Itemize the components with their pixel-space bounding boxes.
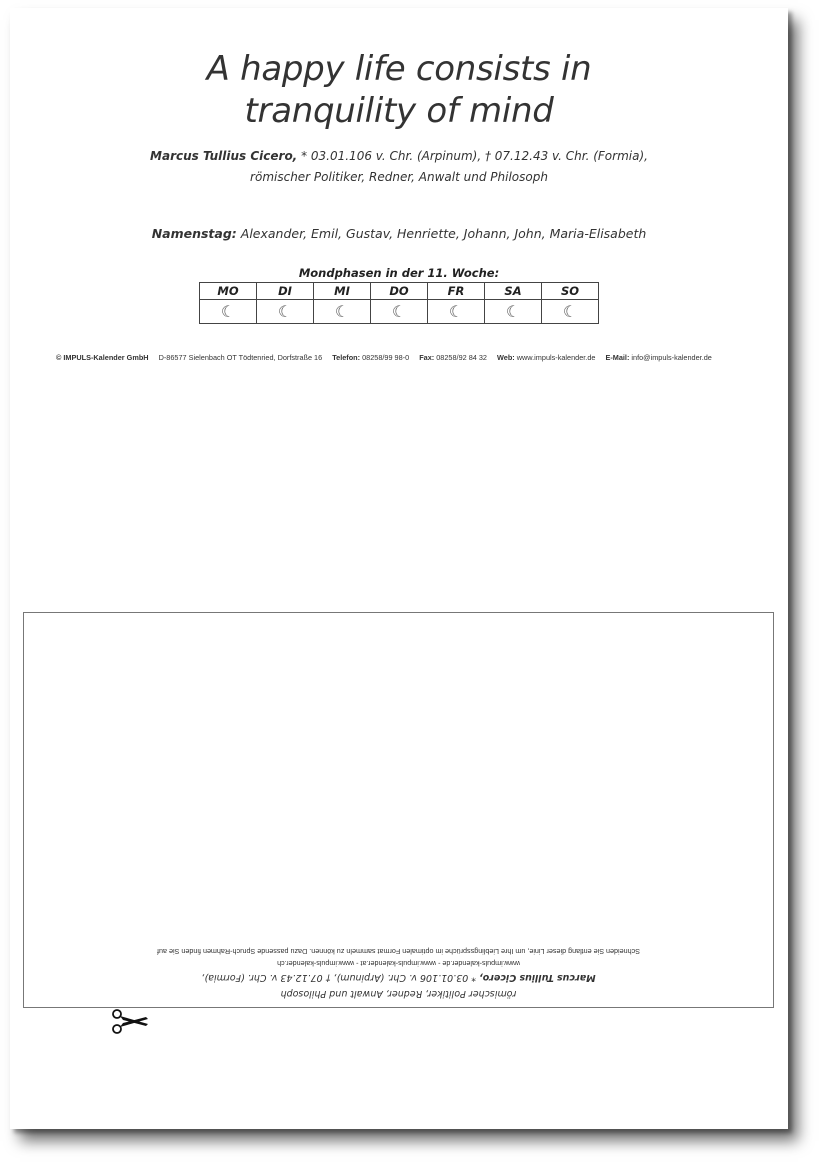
- author-description: römischer Politiker, Redner, Anwalt und Philosoph: [250, 170, 548, 184]
- cutout-hint: Schneiden Sie entlang dieser Linie, um Ihre Lieblingssprüche im optimalen Format sammeln zu können. Dazu passende Spruch-Rahmen finden Sie auf: [156, 947, 641, 956]
- upside-down-text: [24, 946, 773, 1001]
- cutout-author-name: Marcus Tullius Cicero,: [479, 972, 596, 983]
- author-dates: * 03.01.106 v. Chr. (Arpinum), † 07.12.43 v. Chr. (Formia),: [301, 149, 648, 163]
- nameday-label: Namenstag:: [151, 226, 237, 241]
- author-info: [10, 146, 788, 188]
- cutout-author-description: römischer Politiker, Redner, Anwalt und Philosoph: [280, 988, 517, 999]
- phone-number: 08258/99 98-0: [362, 353, 410, 362]
- moon-phases-table: [199, 282, 599, 324]
- moon-phase-icon: ☾: [200, 300, 257, 324]
- calendar-page: [10, 8, 788, 1129]
- quote-line-2: tranquility of mind: [244, 91, 554, 131]
- moon-phase-icon: ☾: [485, 300, 542, 324]
- day-sa: SA: [485, 283, 542, 300]
- web-label: Web:: [497, 353, 515, 362]
- company-name: © IMPULS-Kalender GmbH: [56, 353, 149, 362]
- day-do: DO: [371, 283, 428, 300]
- quote-line-1: A happy life consists in: [206, 49, 592, 89]
- moon-phase-icon: ☾: [428, 300, 485, 324]
- email-address: info@impuls-kalender.de: [631, 353, 712, 362]
- publisher-footer: [56, 353, 756, 362]
- day-mi: MI: [314, 283, 371, 300]
- day-di: DI: [257, 283, 314, 300]
- nameday-names: Alexander, Emil, Gustav, Henriette, Johann, John, Maria-Elisabeth: [240, 226, 647, 241]
- day-fr: FR: [428, 283, 485, 300]
- day-mo: MO: [200, 283, 257, 300]
- cutout-urls: www.impuls-kalender.de - www.impuls-kalender.at - www.impuls-kalender.ch: [277, 959, 520, 968]
- fax-number: 08258/92 84 32: [436, 353, 487, 362]
- company-address: D-86577 Sielenbach OT Tödtenried, Dorfstraße 16: [158, 353, 323, 362]
- quote-title: [10, 48, 788, 132]
- moon-phase-icon: ☾: [314, 300, 371, 324]
- scissors-icon: [110, 1008, 150, 1036]
- fax-label: Fax:: [419, 353, 435, 362]
- moon-phase-icon: ☾: [257, 300, 314, 324]
- moon-phases-title: Mondphasen in der 11. Woche:: [298, 266, 500, 280]
- moon-phase-icon: ☾: [542, 300, 599, 324]
- author-name: Marcus Tullius Cicero,: [150, 149, 298, 163]
- web-address: www.impuls-kalender.de: [516, 353, 596, 362]
- day-so: SO: [542, 283, 599, 300]
- moon-phase-icon: ☾: [371, 300, 428, 324]
- email-label: E-Mail:: [605, 353, 630, 362]
- nameday: [10, 226, 788, 241]
- cut-out-frame: [23, 612, 774, 1008]
- phone-label: Telefon:: [332, 353, 361, 362]
- cutout-author-dates: * 03.01.106 v. Chr. (Arpinum), † 07.12.43 v. Chr. (Formia),: [201, 972, 477, 983]
